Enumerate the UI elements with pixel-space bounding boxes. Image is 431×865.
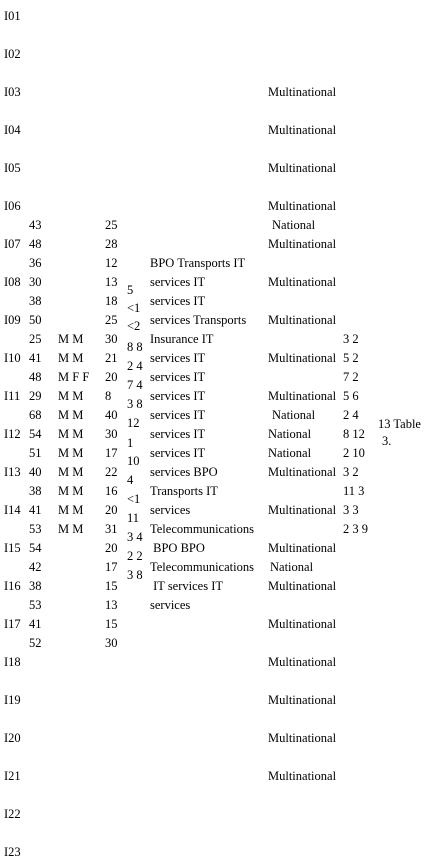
age-cell: 48 (29, 370, 42, 384)
company-type-cell: Multinational (268, 389, 337, 403)
interviewee-id: I10 (4, 351, 21, 365)
age-cell: 38 (29, 579, 42, 593)
company-type-cell: Multinational (268, 123, 337, 137)
gender-cell: M M (58, 351, 84, 365)
experience-cell: 8 (105, 389, 112, 403)
age-cell: 42 (29, 560, 42, 574)
tenure-fragment: 12 (127, 416, 140, 430)
sector-line: BPO Transports IT (150, 256, 246, 270)
tenure-fragment: 5 (127, 283, 134, 297)
company-type-cell: Multinational (268, 465, 337, 479)
gender-cell: M M (58, 408, 84, 422)
company-type-cell: Multinational (268, 161, 337, 175)
sector-line: IT services IT (150, 579, 224, 593)
tenure-fragment: 7 4 (127, 378, 143, 392)
age-cell: 53 (29, 522, 42, 536)
interviewee-id: I12 (4, 427, 21, 441)
company-type-cell: Multinational (268, 731, 337, 745)
tenure-fragment: 3 8 (127, 568, 143, 582)
experience-cell: 20 (105, 541, 118, 555)
experience-cell: 20 (105, 503, 118, 517)
experience-cell: 17 (105, 560, 118, 574)
sector-line: Telecommunications (150, 522, 254, 536)
company-type-cell: National (268, 446, 312, 460)
gender-cell: M M (58, 446, 84, 460)
tenure-fragment: 8 8 (127, 340, 143, 354)
sector-line: services IT (150, 389, 206, 403)
interviewee-id: I03 (4, 85, 21, 99)
sector-line: services IT (150, 427, 206, 441)
table-caption-line: 13 Table (378, 417, 421, 431)
company-type-cell: Multinational (268, 693, 337, 707)
experience-cell: 30 (105, 636, 118, 650)
company-type-cell: Multinational (268, 541, 337, 555)
gender-cell: M M (58, 484, 84, 498)
gender-cell: M M (58, 503, 84, 517)
tenure-fragment: 3 4 (127, 530, 143, 544)
tenure-fragment: 2 2 (127, 549, 143, 563)
extra-cell: 5 2 (343, 351, 359, 365)
interviewee-id: I22 (4, 807, 21, 821)
age-cell: 41 (29, 503, 42, 517)
company-type-cell: Multinational (268, 617, 337, 631)
company-type-cell: Multinational (268, 237, 337, 251)
extra-cell: 11 3 (343, 484, 365, 498)
age-cell: 51 (29, 446, 42, 460)
experience-cell: 12 (105, 256, 118, 270)
interviewee-id: I16 (4, 579, 21, 593)
experience-cell: 25 (105, 313, 118, 327)
age-cell: 38 (29, 294, 42, 308)
experience-cell: 15 (105, 617, 118, 631)
company-type-cell: National (270, 560, 314, 574)
age-cell: 30 (29, 275, 42, 289)
sector-line: services Transports (150, 313, 247, 327)
gender-cell: M M (58, 522, 84, 536)
company-type-cell: Multinational (268, 275, 337, 289)
gender-cell: M M (58, 465, 84, 479)
interviewee-id: I15 (4, 541, 21, 555)
interviewee-id: I19 (4, 693, 21, 707)
experience-cell: 13 (105, 598, 118, 612)
age-cell: 25 (29, 332, 42, 346)
company-type-cell: Multinational (268, 579, 337, 593)
tenure-fragment: 4 (127, 473, 134, 487)
age-cell: 54 (29, 427, 42, 441)
experience-cell: 15 (105, 579, 118, 593)
gender-cell: M F F (58, 370, 90, 384)
interviewee-id: I17 (4, 617, 21, 631)
experience-cell: 16 (105, 484, 118, 498)
sector-line: services BPO (150, 465, 218, 479)
tenure-fragment: 1 (127, 436, 134, 450)
sector-line: services IT (150, 275, 206, 289)
age-cell: 53 (29, 598, 42, 612)
tenure-fragment: <2 (127, 319, 141, 333)
company-type-cell: Multinational (268, 351, 337, 365)
interviewee-id: I01 (4, 9, 21, 23)
interviewee-id: I07 (4, 237, 21, 251)
interviewee-id: I04 (4, 123, 21, 137)
tenure-fragment: <1 (127, 492, 141, 506)
sector-line: services IT (150, 446, 206, 460)
extra-cell: 5 6 (343, 389, 359, 403)
tenure-fragment: <1 (127, 301, 141, 315)
tenure-fragment: 3 8 (127, 397, 143, 411)
sector-line: services IT (150, 370, 206, 384)
experience-cell: 40 (105, 408, 118, 422)
gender-cell: M M (58, 332, 84, 346)
extra-cell: 3 2 (343, 332, 359, 346)
experience-cell: 13 (105, 275, 118, 289)
age-cell: 36 (29, 256, 42, 270)
sector-line: services IT (150, 351, 206, 365)
age-cell: 48 (29, 237, 42, 251)
experience-cell: 20 (105, 370, 118, 384)
age-cell: 40 (29, 465, 42, 479)
interviewee-id: I06 (4, 199, 21, 213)
extra-cell: 3 3 (343, 503, 359, 517)
interviewee-id: I14 (4, 503, 21, 517)
interviewee-id: I23 (4, 845, 21, 859)
extra-cell: 2 3 9 (343, 522, 368, 536)
sector-line: services (150, 598, 191, 612)
sector-line: services IT (150, 294, 206, 308)
company-type-cell: National (268, 427, 312, 441)
experience-cell: 21 (105, 351, 118, 365)
interviewee-id: I18 (4, 655, 21, 669)
extra-cell: 8 12 (343, 427, 365, 441)
sector-line: services IT (150, 408, 206, 422)
extra-cell: 2 10 (343, 446, 365, 460)
extra-cell: 2 4 (343, 408, 359, 422)
extra-cell: 3 2 (343, 465, 359, 479)
sector-line: Insurance IT (150, 332, 214, 346)
experience-cell: 31 (105, 522, 118, 536)
experience-cell: 17 (105, 446, 118, 460)
company-type-cell: Multinational (268, 503, 337, 517)
experience-cell: 30 (105, 332, 118, 346)
age-cell: 52 (29, 636, 42, 650)
extra-cell: 7 2 (343, 370, 359, 384)
gender-cell: M M (58, 427, 84, 441)
gender-cell: M M (58, 389, 84, 403)
sector-line: Transports IT (150, 484, 218, 498)
age-cell: 29 (29, 389, 42, 403)
age-cell: 43 (29, 218, 42, 232)
company-type-cell: Multinational (268, 313, 337, 327)
table-caption-line: 3. (382, 434, 392, 448)
tenure-fragment: 10 (127, 454, 140, 468)
tenure-fragment: 2 4 (127, 359, 143, 373)
experience-cell: 28 (105, 237, 118, 251)
company-type-cell: Multinational (268, 199, 337, 213)
interviewee-id: I02 (4, 47, 21, 61)
age-cell: 41 (29, 617, 42, 631)
interviewee-id: I21 (4, 769, 21, 783)
company-type-cell: Multinational (268, 85, 337, 99)
interviewee-id: I09 (4, 313, 21, 327)
company-type-cell: National (272, 408, 316, 422)
age-cell: 68 (29, 408, 42, 422)
experience-cell: 18 (105, 294, 118, 308)
interviewee-id: I08 (4, 275, 21, 289)
interviewee-id: I05 (4, 161, 21, 175)
age-cell: 41 (29, 351, 42, 365)
sector-line: services (150, 503, 191, 517)
interviewee-id: I13 (4, 465, 21, 479)
experience-cell: 30 (105, 427, 118, 441)
age-cell: 38 (29, 484, 42, 498)
experience-cell: 22 (105, 465, 118, 479)
interviewee-id: I11 (4, 389, 21, 403)
age-cell: 50 (29, 313, 42, 327)
sector-line: BPO BPO (150, 541, 205, 555)
interviewee-id: I20 (4, 731, 21, 745)
company-type-cell: Multinational (268, 655, 337, 669)
tenure-fragment: 11 (127, 511, 140, 525)
age-cell: 54 (29, 541, 42, 555)
experience-cell: 25 (105, 218, 118, 232)
company-type-cell: National (272, 218, 316, 232)
company-type-cell: Multinational (268, 769, 337, 783)
sector-line: Telecommunications (150, 560, 254, 574)
